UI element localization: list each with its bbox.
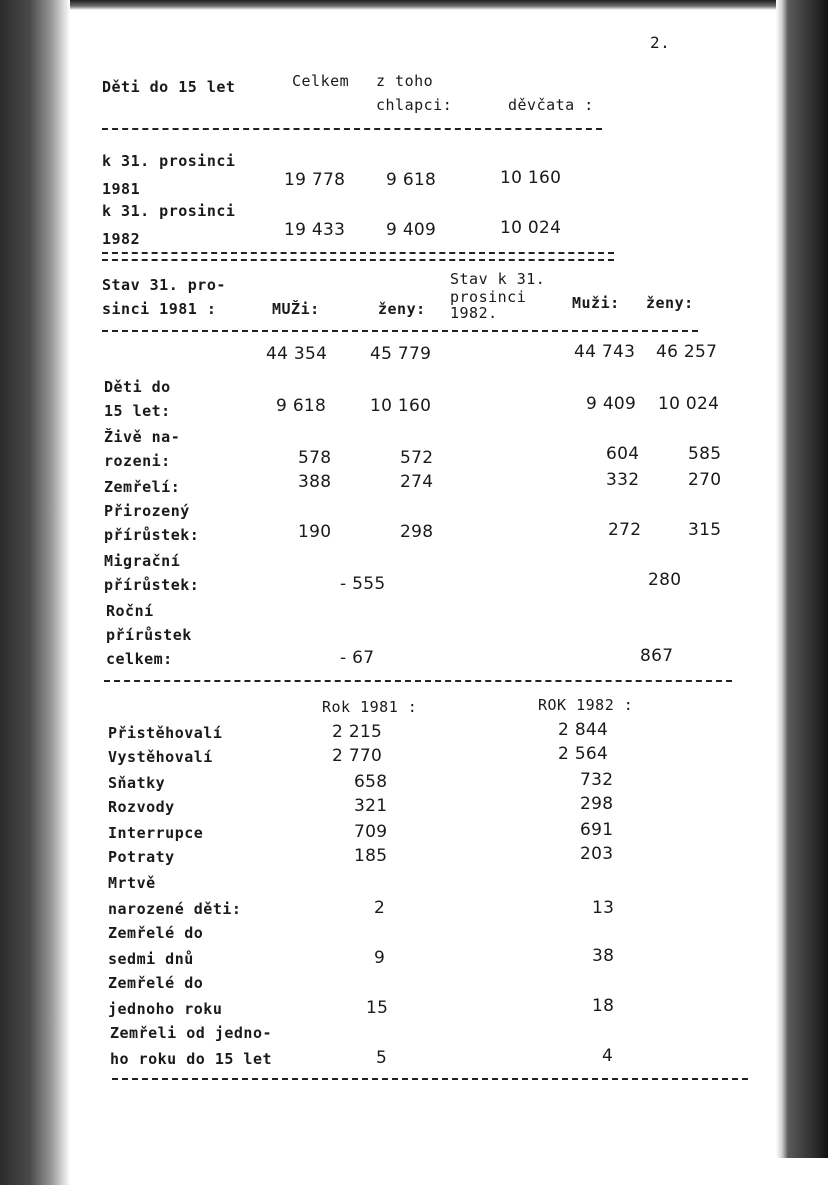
cell-value: 274 bbox=[400, 472, 434, 492]
head-1982: Stav k 31. bbox=[450, 270, 546, 288]
women-1982-heading: ženy: bbox=[646, 294, 694, 312]
scan-edge-bottom bbox=[70, 1158, 828, 1185]
cell-value: 2 770 bbox=[332, 746, 383, 766]
cell-value: 2 215 bbox=[332, 722, 383, 742]
divider bbox=[102, 330, 698, 332]
row-label: Zemřelí: bbox=[104, 478, 181, 496]
cell-value: 18 bbox=[592, 996, 615, 1016]
cell-value: 388 bbox=[298, 472, 332, 492]
row-label: Potraty bbox=[108, 848, 175, 866]
cell-value: 2 bbox=[374, 898, 386, 918]
cell-value: 604 bbox=[606, 444, 640, 464]
year-1982-heading: ROK 1982 : bbox=[538, 696, 634, 714]
men-1981-heading: MUŽi: bbox=[272, 300, 320, 318]
cell-value: 185 bbox=[354, 846, 388, 866]
page-number: 2. bbox=[650, 33, 671, 52]
cell-total: 19 778 bbox=[284, 170, 346, 190]
row-label: Interrupce bbox=[108, 824, 204, 842]
head-1982: 1982. bbox=[450, 304, 498, 322]
men-1982-heading: Muži: bbox=[572, 294, 620, 312]
cell-value: 270 bbox=[688, 470, 722, 490]
head-1981: Stav 31. pro- bbox=[102, 276, 226, 294]
row-label: Živě na- bbox=[104, 428, 181, 446]
row-label: Rozvody bbox=[108, 798, 175, 816]
scan-edge-top bbox=[0, 0, 828, 10]
cell-value: 2 564 bbox=[558, 744, 609, 764]
row-label: k 31. prosinci bbox=[102, 152, 236, 170]
row-label: přírůstek bbox=[106, 626, 192, 644]
row-label: celkem: bbox=[106, 650, 173, 668]
cell-value: 585 bbox=[688, 444, 722, 464]
cell-value: 203 bbox=[580, 844, 614, 864]
cell-value: - 67 bbox=[340, 648, 375, 668]
cell-value: 9 409 bbox=[586, 394, 637, 414]
cell-value: 44 743 bbox=[574, 342, 636, 362]
cell-girls: 10 160 bbox=[500, 168, 562, 188]
cell-value: 298 bbox=[580, 794, 614, 814]
cell-value: 10 024 bbox=[658, 394, 720, 414]
divider bbox=[102, 128, 602, 130]
cell-value: 10 160 bbox=[370, 396, 432, 416]
cell-boys: 9 409 bbox=[386, 220, 437, 240]
row-label: Mrtvě bbox=[108, 874, 156, 892]
cell-value: 709 bbox=[354, 822, 388, 842]
cell-value: 332 bbox=[606, 470, 640, 490]
cell-value: - 555 bbox=[340, 574, 386, 594]
row-label: narozené děti: bbox=[108, 900, 242, 918]
cell-value: 9 bbox=[374, 948, 386, 968]
row-label: k 31. prosinci bbox=[102, 202, 236, 220]
row-label: přírůstek: bbox=[104, 526, 200, 544]
women-1981-heading: ženy: bbox=[378, 300, 426, 318]
row-label: Zemřelé do bbox=[108, 924, 204, 942]
divider bbox=[112, 1078, 748, 1080]
cell-value: 315 bbox=[688, 520, 722, 540]
double-divider bbox=[102, 252, 614, 261]
row-label: Migrační bbox=[104, 552, 181, 570]
cell-value: 46 257 bbox=[656, 342, 718, 362]
row-label: Roční bbox=[106, 602, 154, 620]
cell-value: 2 844 bbox=[558, 720, 609, 740]
cell-value: 298 bbox=[400, 522, 434, 542]
head-1982: prosinci bbox=[450, 288, 527, 306]
cell-value: 38 bbox=[592, 946, 615, 966]
row-label: 15 let: bbox=[104, 402, 171, 420]
cell-value: 45 779 bbox=[370, 344, 432, 364]
cell-value: 4 bbox=[602, 1046, 614, 1066]
cell-value: 732 bbox=[580, 770, 614, 790]
cell-value: 13 bbox=[592, 898, 615, 918]
cell-value: 658 bbox=[354, 772, 388, 792]
row-label: Sňatky bbox=[108, 774, 166, 792]
cell-value: 691 bbox=[580, 820, 614, 840]
cell-value: 15 bbox=[366, 998, 389, 1018]
row-label: Zemřeli od jedno- bbox=[110, 1024, 273, 1042]
row-label: přírůstek: bbox=[104, 576, 200, 594]
row-label: sedmi dnů bbox=[108, 950, 194, 968]
cell-value: 5 bbox=[376, 1048, 388, 1068]
row-label: 1982 bbox=[102, 230, 141, 248]
row-label: Vystěhovalí bbox=[108, 748, 213, 766]
row-label: Přirozený bbox=[104, 502, 190, 520]
col-of-which-heading: z toho bbox=[376, 72, 434, 90]
divider bbox=[104, 680, 732, 682]
col-boys-heading: chlapci: bbox=[376, 96, 453, 114]
row-label: Zemřelé do bbox=[108, 974, 204, 992]
row-label: rozeni: bbox=[104, 452, 171, 470]
children-table-heading: Děti do 15 let bbox=[102, 78, 236, 96]
cell-boys: 9 618 bbox=[386, 170, 437, 190]
year-1981-heading: Rok 1981 : bbox=[322, 698, 418, 716]
cell-value: 867 bbox=[640, 646, 674, 666]
row-label: 1981 bbox=[102, 180, 141, 198]
row-label: jednoho roku bbox=[108, 1000, 223, 1018]
cell-value: 44 354 bbox=[266, 344, 328, 364]
cell-value: 190 bbox=[298, 522, 332, 542]
scan-edge-left bbox=[0, 0, 70, 1185]
row-label: ho roku do 15 let bbox=[110, 1050, 273, 1068]
row-label: Přistěhovalí bbox=[108, 724, 223, 742]
scan-edge-right bbox=[776, 0, 828, 1160]
cell-value: 280 bbox=[648, 570, 682, 590]
cell-value: 578 bbox=[298, 448, 332, 468]
cell-value: 9 618 bbox=[276, 396, 327, 416]
cell-girls: 10 024 bbox=[500, 218, 562, 238]
row-label: Děti do bbox=[104, 378, 171, 396]
cell-value: 321 bbox=[354, 796, 388, 816]
cell-value: 272 bbox=[608, 520, 642, 540]
col-total-heading: Celkem bbox=[292, 72, 350, 90]
cell-value: 572 bbox=[400, 448, 434, 468]
col-girls-heading: děvčata : bbox=[508, 96, 594, 114]
cell-total: 19 433 bbox=[284, 220, 346, 240]
head-1981: sinci 1981 : bbox=[102, 300, 217, 318]
